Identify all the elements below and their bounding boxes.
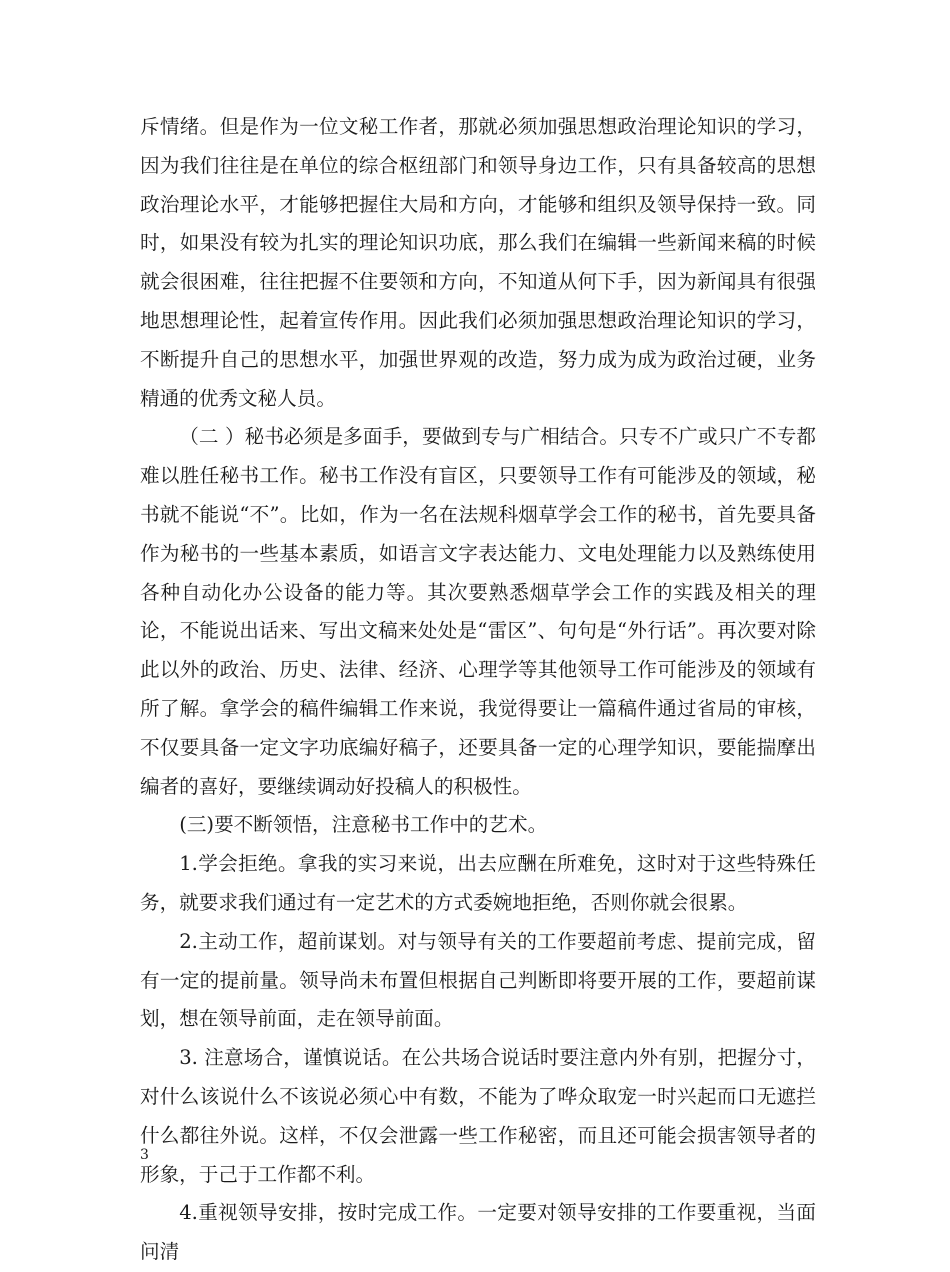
document-body bbox=[140, 108, 816, 1272]
paragraph-5: 2.主动工作，超前谋划。对与领导有关的工作要超前考虑、提前完成，留有一定的提前量。领导尚未布置但根据自己判断即将要开展的工作，要超前谋划，想在领导前面，走在领导前面。 bbox=[140, 929, 816, 1031]
paragraph-6: 3. 注意场合，谨慎说话。在公共场合说话时要注意内外有别，把握分寸，对什么该说什么不该说必须心中有数，不能为了哗众取宠一时兴起而口无遮拦什么都往外说。这样，不仅会泄露一些工作秘密，而且还可能会损害领导者的形象，于己于工作都不利。 bbox=[140, 1046, 816, 1186]
paragraph-1: 斥情绪。但是作为一位文秘工作者，那就必须加强思想政治理论知识的学习，因为我们往往是在单位的综合枢纽部门和领导身边工作，只有具备较高的思想政治理论水平，才能够把握住大局和方向，才能够和组织及领导保持一致。同时，如果没有较为扎实的理论知识功底，那么我们在编辑一些新闻来稿的时候就会很困难，往往把握不住要领和方向，不知道从何下手，因为新闻具有很强地思想理论性，起着宣传作用。因此我们必须加强思想政治理论知识的学习，不断提升自己的思想水平，加强世界观的改造，努力成为成为政治过硬，业务精通的优秀文秘人员。 bbox=[140, 115, 816, 410]
paragraph-3-heading: (三)要不断领悟，注意秘书工作中的艺术。 bbox=[179, 813, 548, 837]
page-number: 3 bbox=[140, 1147, 149, 1163]
paragraph-2: （二 ）秘书必须是多面手，要做到专与广相结合。只专不广或只广不专都难以胜任秘书工作。秘书工作没有盲区，只要领导工作有可能涉及的领域，秘书就不能说“不”。比如，作为一名在法规科烟草学会工作的秘书，首先要具备作为秘书的一些基本素质，如语言文字表达能力、文电处理能力以及熟练使用各种自动化办公设备的能力等。其次要熟悉烟草学会工作的实践及相关的理论，不能说出话来、写出文稿来处处是“雷区”、句句是“外行话”。再次要对除此以外的政治、历史、法律、经济、心理学等其他领导工作可能涉及的领域有所了解。拿学会的稿件编辑工作来说，我觉得要让一篇稿件通过省局的审核，不仅要具备一定文字功底编好稿子，还要具备一定的心理学知识，要能揣摩出编者的喜好，要继续调动好投稿人的积极性。 bbox=[140, 425, 816, 798]
paragraph-7: 4.重视领导安排，按时完成工作。一定要对领导安排的工作要重视，当面问清 bbox=[140, 1201, 816, 1264]
paragraph-4: 1.学会拒绝。拿我的实习来说，出去应酬在所难免，这时对于这些特殊任务，就要求我们通过有一定艺术的方式委婉地拒绝，否则你就会很累。 bbox=[140, 852, 816, 914]
